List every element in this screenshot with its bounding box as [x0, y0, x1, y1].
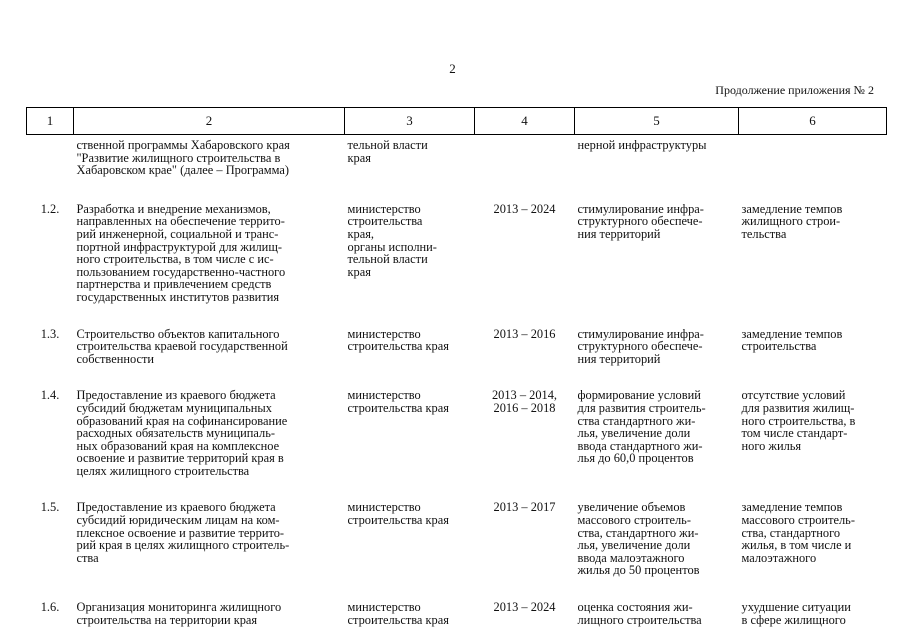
measure-description-line: ства	[76, 550, 99, 565]
responsible-executor-line: строительства края	[347, 339, 449, 354]
responsible-executor-line: строительства края	[347, 612, 449, 627]
implementation-period	[475, 135, 575, 203]
responsible-executor-line: министерство	[347, 600, 421, 615]
measure-description-line: строительства краевой государственной	[76, 339, 288, 354]
consequences-line: замедление темпов	[741, 500, 843, 515]
consequences	[739, 203, 887, 328]
column-header: 6	[739, 108, 887, 135]
implementation-period-line: 2013 – 2024	[493, 201, 556, 216]
measure-description-line: расходных обязательств муниципаль-	[76, 426, 275, 441]
measure-description-line: субсидий бюджетам муниципальных	[76, 400, 272, 415]
responsible-executor-line: края	[347, 150, 371, 165]
measure-description-line: ственной программы Хабаровского края	[76, 138, 290, 152]
measure-description	[74, 328, 345, 390]
responsible-executor-line: строительства края	[347, 400, 449, 415]
expected-result-line: оценка состояния жи-	[577, 600, 693, 615]
measure-description-line: рий края в целях жилищного строитель-	[76, 538, 290, 553]
responsible-executor	[345, 389, 475, 501]
table-row	[27, 501, 887, 601]
measure-description-line: Организация мониторинга жилищного	[76, 600, 282, 615]
consequences-line: в сфере жилищного	[741, 612, 846, 627]
row-number: 1.3.	[40, 326, 60, 341]
expected-result	[575, 328, 739, 390]
implementation-period	[475, 501, 575, 601]
column-header: 1	[27, 108, 74, 135]
expected-result-line: стимулирование инфра-	[577, 201, 704, 216]
expected-result-line: стимулирование инфра-	[577, 326, 704, 341]
responsible-executor-line: строительства	[347, 214, 423, 229]
column-header: 3	[345, 108, 475, 135]
responsible-executor-line: министерство	[347, 500, 421, 515]
row-number: 1.4.	[40, 388, 60, 403]
consequences-line: ухудшение ситуации	[741, 600, 851, 615]
consequences	[739, 389, 887, 501]
responsible-executor-line: тельной власти	[347, 252, 428, 267]
responsible-executor	[345, 601, 475, 626]
measure-description-line: партнерства и привлечением средств	[76, 277, 272, 292]
page-number: 2	[449, 61, 456, 76]
responsible-executor	[345, 135, 475, 203]
table-row	[27, 601, 887, 626]
table-row	[27, 389, 887, 501]
table-row	[27, 203, 887, 328]
expected-result-line: жилья до 50 процентов	[577, 563, 700, 578]
responsible-executor-line: тельной власти	[347, 138, 428, 152]
row-number: 1.6.	[40, 600, 60, 615]
consequences	[739, 328, 887, 390]
expected-result-line: ввода стандартного жи-	[577, 438, 703, 453]
measure-description-line: "Развитие жилищного строительства в	[76, 150, 281, 165]
measure-description-line: портной инфраструктурой для жилищ-	[76, 239, 282, 254]
consequences-line: малоэтажного	[741, 550, 817, 565]
measure-description	[74, 203, 345, 328]
measure-description-line: Предоставление из краевого бюджета	[76, 500, 276, 515]
expected-result	[575, 203, 739, 328]
expected-result	[575, 389, 739, 501]
consequences-line: отсутствие условий	[741, 388, 846, 403]
consequences-line: тельства	[741, 226, 787, 241]
measure-description-line: целях жилищного строительства	[76, 463, 250, 478]
measure-description-line: Разработка и внедрение механизмов,	[76, 201, 271, 216]
expected-result-line: массового строитель-	[577, 513, 691, 528]
consequences-line: строительства	[741, 339, 817, 354]
expected-result-line: формирование условий	[577, 388, 701, 403]
implementation-period	[475, 389, 575, 501]
measure-description	[74, 135, 345, 203]
implementation-period-line: 2013 – 2017	[493, 500, 556, 515]
consequences-line: для развития жилищ-	[741, 400, 855, 415]
row-number	[27, 135, 74, 203]
row-number: 1.2.	[40, 201, 60, 216]
expected-result-line: ния территорий	[577, 351, 661, 366]
column-header: 2	[74, 108, 345, 135]
expected-result-line: ства стандартного жи-	[577, 413, 696, 428]
implementation-period	[475, 203, 575, 328]
expected-result-line: увеличение объемов	[577, 500, 686, 515]
responsible-executor-line: строительства края	[347, 513, 449, 528]
expected-result-line: лья, увеличение доли	[577, 538, 691, 553]
expected-result-line: лья, увеличение доли	[577, 426, 691, 441]
consequences-line: жилья, в том числе и	[741, 538, 852, 553]
implementation-period-line: 2013 – 2016	[493, 326, 556, 341]
expected-result-line: ния территорий	[577, 226, 661, 241]
expected-result	[575, 135, 739, 203]
measure-description-line: государственных институтов развития	[76, 289, 280, 304]
measure-description-line: плексное освоение и развитие террито-	[76, 525, 285, 540]
responsible-executor	[345, 501, 475, 601]
consequences-line: замедление темпов	[741, 201, 843, 216]
expected-result-line: лья до 60,0 процентов	[577, 451, 694, 466]
appendix-continuation-label: Продолжение приложения № 2	[715, 83, 874, 97]
measure-description-line: Строительство объектов капитального	[76, 326, 280, 341]
measure-description-line: освоение и развитие территорий края в	[76, 451, 284, 466]
responsible-executor-line: края,	[347, 226, 375, 241]
implementation-period-line: 2013 – 2014,	[491, 388, 558, 403]
measure-description	[74, 389, 345, 501]
responsible-executor-line: органы исполни-	[347, 239, 437, 254]
consequences-line: том числе стандарт-	[741, 426, 848, 441]
expected-result-line: нерной инфраструктуры	[577, 138, 707, 152]
measure-description-line: Предоставление из краевого бюджета	[76, 388, 276, 403]
measure-description-line: Хабаровском крае" (далее – Программа)	[76, 163, 290, 178]
expected-result-line: ства, стандартного жи-	[577, 525, 699, 540]
consequences-line: массового строитель-	[741, 513, 855, 528]
expected-result-line: ввода малоэтажного	[577, 550, 685, 565]
measure-description-line: ного строительства, в том числе с ис-	[76, 252, 274, 267]
measure-description-line: направленных на обеспечение террито-	[76, 214, 285, 229]
responsible-executor-line: края	[347, 264, 371, 279]
implementation-period-line: 2013 – 2024	[493, 600, 556, 615]
consequences-line: ного строительства, в	[741, 413, 856, 428]
table-row	[27, 135, 887, 203]
expected-result-line: структурного обеспече-	[577, 339, 703, 354]
consequences-line: жилищного строи-	[741, 214, 841, 229]
measure-description	[74, 501, 345, 601]
consequences-line: ного жилья	[741, 438, 802, 453]
responsible-executor	[345, 203, 475, 328]
responsible-executor-line: министерство	[347, 201, 421, 216]
column-header: 4	[475, 108, 575, 135]
consequences-line: замедление темпов	[741, 326, 843, 341]
measure-description-line: собственности	[76, 351, 155, 366]
expected-result-line: для развития строитель-	[577, 400, 706, 415]
consequences	[739, 501, 887, 601]
expected-result	[575, 501, 739, 601]
consequences	[739, 601, 887, 626]
measure-description-line: образований края на софинансирование	[76, 413, 288, 428]
row-number: 1.5.	[40, 500, 60, 515]
responsible-executor-line: министерство	[347, 326, 421, 341]
measure-description-line: ных образований края на комплексное	[76, 438, 280, 453]
measure-description-line: рий инженерной, социальной и транс-	[76, 226, 279, 241]
table-row	[27, 328, 887, 390]
measures-table	[26, 107, 887, 626]
table-header-row	[27, 108, 887, 135]
responsible-executor	[345, 328, 475, 390]
measure-description-line: субсидий юридическим лицам на ком-	[76, 513, 280, 528]
measure-description	[74, 601, 345, 626]
column-header: 5	[575, 108, 739, 135]
implementation-period	[475, 328, 575, 390]
implementation-period-line: 2016 – 2018	[493, 400, 556, 415]
measure-description-line: строительства на территории края	[76, 612, 258, 627]
consequences-line: ства, стандартного	[741, 525, 841, 540]
expected-result-line: структурного обеспече-	[577, 214, 703, 229]
measure-description-line: пользованием государственно-частного	[76, 264, 286, 279]
responsible-executor-line: министерство	[347, 388, 421, 403]
expected-result	[575, 601, 739, 626]
implementation-period	[475, 601, 575, 626]
consequences	[739, 135, 887, 203]
expected-result-line: лищного строительства	[577, 612, 702, 627]
